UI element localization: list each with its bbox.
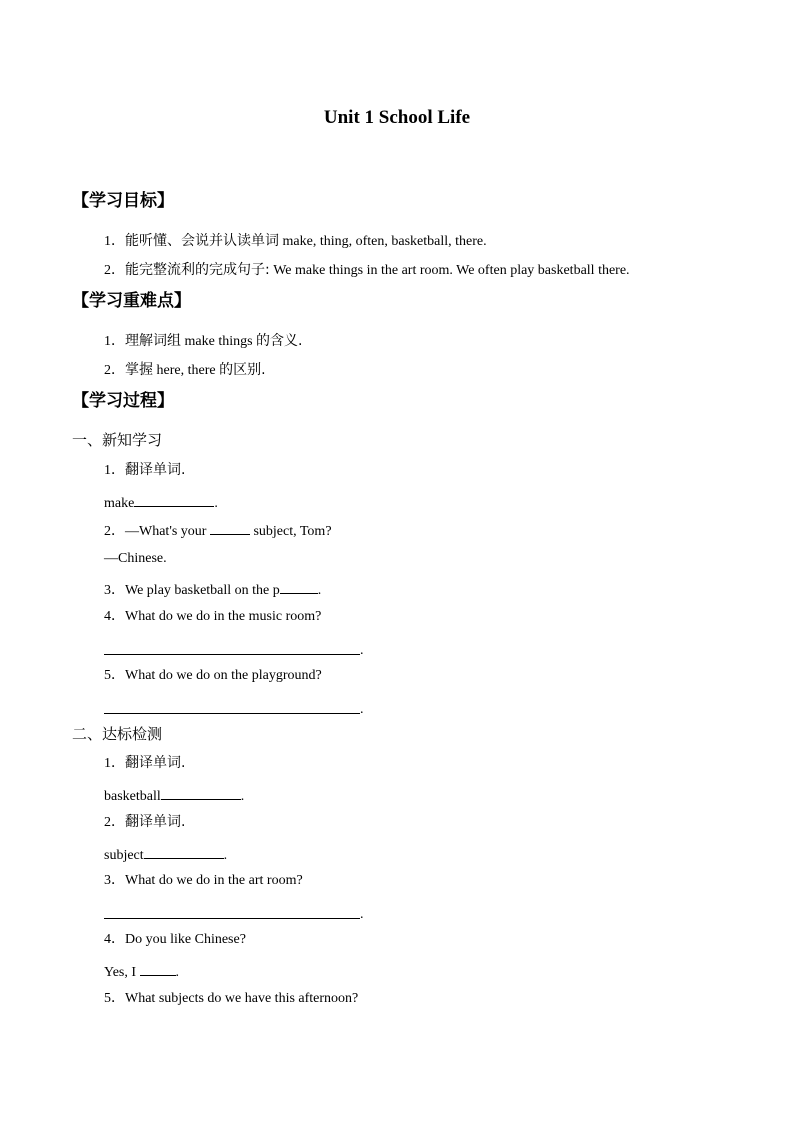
period: . [360, 907, 364, 922]
part-one-question-1 [104, 461, 185, 480]
item-number: 2． [104, 524, 125, 539]
answer-blank[interactable] [140, 961, 176, 976]
page-title: Unit 1 School Life [323, 107, 471, 128]
answer-word: make [104, 496, 135, 511]
period: . [360, 643, 364, 658]
answer-line[interactable] [104, 918, 360, 919]
key-point-text-cn-2: 的区别. [219, 362, 266, 378]
answer-blank[interactable] [144, 844, 224, 859]
item-number: 5． [104, 991, 125, 1006]
key-point-text-cn-2: 的含义. [256, 333, 303, 349]
item-number: 2． [104, 815, 125, 830]
part-two-reply-4 [104, 961, 179, 982]
period: . [240, 789, 245, 804]
answer-blank[interactable] [134, 492, 214, 507]
goal-text-en: We make things in the art room. We often play basketball there. [269, 263, 630, 278]
item-number: 1． [104, 234, 125, 249]
item-number: 4． [104, 932, 125, 947]
part-two-answer-2 [104, 844, 227, 865]
item-number: 2． [104, 363, 125, 378]
key-point-text-en: make things [181, 334, 257, 349]
part-one-question-5 [104, 667, 322, 685]
answer-word: subject [104, 848, 144, 863]
key-point-text-cn: 理解词组 [125, 333, 181, 349]
question-text: We play basketball on the p [125, 583, 280, 598]
section-heading-goals: 【学习目标】 [72, 191, 174, 211]
goal-text-cn: 能完整流利的完成句子: [125, 262, 270, 278]
item-number: 3． [104, 873, 125, 888]
period: . [360, 702, 364, 717]
question-text: 翻译单词. [125, 814, 186, 830]
question-text: 翻译单词. [125, 462, 186, 478]
key-point-item-2 [104, 361, 266, 380]
goal-item-1 [104, 232, 487, 251]
question-text-b: subject, Tom? [249, 524, 332, 539]
item-number: 2． [104, 263, 125, 278]
part-one-label: 一、新知学习 [72, 431, 163, 449]
question-text: Do you like Chinese? [125, 932, 246, 947]
period: . [317, 583, 322, 598]
period: . [214, 496, 218, 511]
item-number: 1． [104, 463, 125, 478]
item-number: 1． [104, 756, 125, 771]
section-heading-key-points: 【学习重难点】 [72, 291, 191, 311]
part-two-question-1 [104, 754, 185, 773]
part-two-question-5 [104, 990, 358, 1008]
section-heading-process: 【学习过程】 [72, 391, 174, 411]
answer-line[interactable] [104, 713, 360, 714]
answer-blank[interactable] [210, 520, 250, 535]
item-number: 1． [104, 334, 125, 349]
answer-word: basketball [104, 789, 161, 804]
part-one-reply-2: —Chinese. [104, 551, 167, 566]
item-number: 4． [104, 609, 125, 624]
part-two-question-3 [104, 872, 303, 890]
question-text: 翻译单词. [125, 755, 186, 771]
goal-item-2 [104, 261, 630, 280]
part-two-label: 二、达标检测 [72, 725, 163, 743]
question-text: What subjects do we have this afternoon? [125, 991, 359, 1006]
period: . [175, 965, 180, 980]
item-number: 5． [104, 668, 125, 683]
key-point-item-1 [104, 332, 303, 351]
part-two-answer-1 [104, 785, 244, 806]
answer-line[interactable] [104, 654, 360, 655]
period: . [223, 848, 228, 863]
key-point-text-cn: 掌握 [125, 362, 153, 378]
answer-blank[interactable] [280, 579, 318, 594]
part-one-answer-1 [104, 492, 218, 513]
part-two-question-2 [104, 813, 185, 832]
part-one-question-4 [104, 608, 321, 626]
reply-text: Yes, I [104, 965, 140, 980]
item-number: 3． [104, 583, 125, 598]
question-text-a: —What's your [125, 524, 210, 539]
question-text: What do we do in the art room? [125, 873, 303, 888]
question-text: What do we do in the music room? [125, 609, 322, 624]
part-one-question-3 [104, 579, 321, 600]
goal-text-cn: 能听懂、会说并认读单词 [125, 233, 279, 249]
question-text: What do we do on the playground? [125, 668, 322, 683]
part-one-question-2 [104, 520, 332, 541]
part-two-question-4 [104, 931, 246, 949]
key-point-text-en: here, there [153, 363, 220, 378]
goal-text-en: make, thing, often, basketball, there. [279, 234, 487, 249]
answer-blank[interactable] [161, 785, 241, 800]
